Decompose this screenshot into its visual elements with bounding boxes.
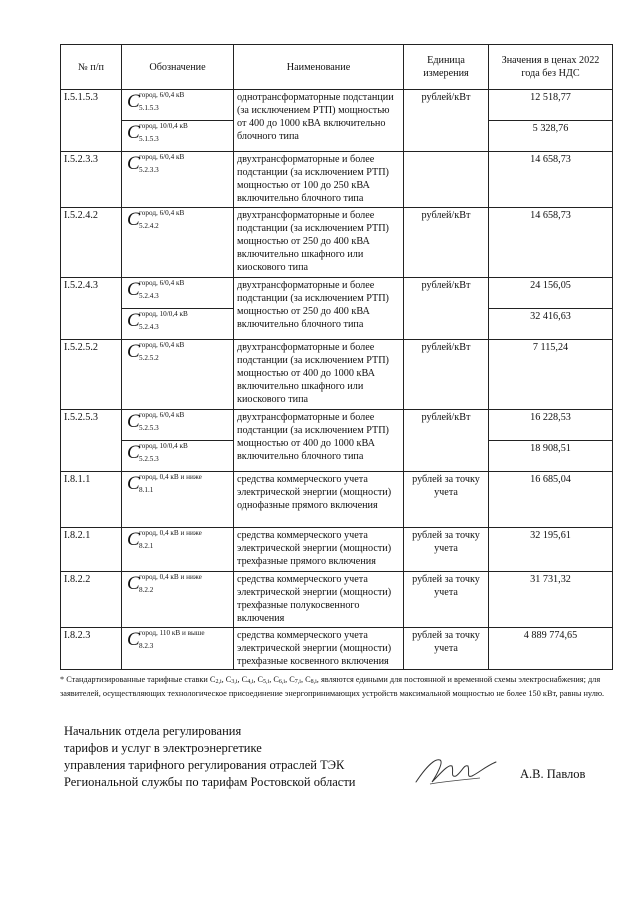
footnote-subscripts <box>215 675 318 684</box>
rate-designation <box>122 90 234 121</box>
rate-symbol <box>125 310 231 334</box>
table-row <box>61 208 613 278</box>
rate-designation <box>122 410 234 441</box>
row-number: I.8.1.1 <box>61 472 122 528</box>
rate-designation <box>122 340 234 410</box>
price-value: 32 195,61 <box>489 528 613 572</box>
rate-symbol <box>125 573 231 597</box>
rate-designation <box>122 628 234 670</box>
row-number: I.5.2.4.2 <box>61 208 122 278</box>
rate-symbol-subscript: 8.2.3 <box>139 642 154 650</box>
header-designation: Обозначение <box>122 45 234 90</box>
footnote-separator: , C <box>221 675 232 684</box>
footnote-subscript: 6,i <box>278 679 286 685</box>
item-name: двухтрансформаторные и более подстанции (за исключением РТП) мощностью от 400 до 1000 кВА включительно блочного типа <box>234 410 404 472</box>
footnote-subscript: 4,i <box>247 679 254 685</box>
rate-symbol-letter: C <box>127 411 140 432</box>
rate-symbol-letter: C <box>127 91 140 112</box>
rate-symbol-letter: C <box>127 209 140 230</box>
price-value: 14 658,73 <box>489 152 613 208</box>
rate-designation <box>122 278 234 309</box>
unit-of-measure: рублей за точку учета <box>404 572 489 628</box>
rate-symbol-superscript: город, 0,4 кВ и ниже <box>139 573 202 581</box>
footnote-tail: являются едиными для постоянной и временной схемы электроснабжения; для заявителей, осуществляющих технологическое присоединение энергопринимающих устройств максимальной мощностью не более 150 кВт, равны нулю. <box>60 675 605 698</box>
rate-symbol-letter: C <box>127 310 140 331</box>
rate-symbol-letter: C <box>127 629 140 650</box>
footnote-lead: * Стандартизированные тарифные ставки C <box>60 675 216 684</box>
price-value: 7 115,24 <box>489 340 613 410</box>
price-value: 4 889 774,65 <box>489 628 613 670</box>
table-row <box>61 572 613 628</box>
rate-symbol-superscript: город, 6/0,4 кВ <box>139 341 185 349</box>
signatory-title-line: тарифов и услуг в электроэнергетике <box>64 741 262 755</box>
footnote-subscript: 5,i <box>263 679 270 685</box>
rate-symbol <box>125 341 231 365</box>
price-value: 31 731,32 <box>489 572 613 628</box>
footnote-subscript: 7,i <box>294 679 301 685</box>
rate-symbol <box>125 153 231 177</box>
price-value: 32 416,63 <box>489 309 613 340</box>
rate-symbol-subscript: 5.2.5.3 <box>139 455 159 463</box>
footnote-separator: , C <box>300 675 311 684</box>
table-row <box>61 410 613 441</box>
rate-symbol-letter: C <box>127 122 140 143</box>
footnote-subscript: 8,i <box>310 679 317 685</box>
item-name: двухтрансформаторные и более подстанции (за исключением РТП) мощностью от 250 до 400 кВА включительно блочного типа <box>234 278 404 340</box>
rate-symbol-letter: C <box>127 442 140 463</box>
price-value: 14 658,73 <box>489 208 613 278</box>
document-page <box>60 44 612 700</box>
rate-designation <box>122 309 234 340</box>
rate-symbol-superscript: город, 6/0,4 кВ <box>139 279 185 287</box>
rate-symbol-letter: C <box>127 341 140 362</box>
table-row <box>61 340 613 410</box>
item-name: двухтрансформаторные и более подстанции (за исключением РТП) мощностью от 250 до 400 кВА включительно шкафного или киоскового типа <box>234 208 404 278</box>
price-value: 12 518,77 <box>489 90 613 121</box>
footnote-separator: , C <box>253 675 264 684</box>
header-num: № п/п <box>61 45 122 90</box>
item-name: средства коммерческого учета электрической энергии (мощности) трехфазные косвенного включения <box>234 628 404 670</box>
rate-symbol-subscript: 5.2.5.2 <box>139 354 159 362</box>
header-value: Значения в ценах 2022 года без НДС <box>489 45 613 90</box>
unit-of-measure: рублей/кВт <box>404 208 489 278</box>
rate-symbol-superscript: город, 10/0,4 кВ <box>139 122 188 130</box>
rate-designation <box>122 528 234 572</box>
rate-symbol <box>125 279 231 303</box>
footnote-separator: , <box>316 675 319 684</box>
footnote <box>60 674 612 700</box>
rate-symbol <box>125 91 231 115</box>
table-row <box>61 472 613 528</box>
rate-symbol-subscript: 5.2.4.3 <box>139 323 159 331</box>
item-name: средства коммерческого учета электрической энергии (мощности) трехфазные прямого включения <box>234 528 404 572</box>
rate-symbol-subscript: 8.1.1 <box>139 486 154 494</box>
unit-of-measure <box>404 152 489 208</box>
row-number: I.5.1.5.3 <box>61 90 122 152</box>
footnote-subscript: 2,i <box>215 679 222 685</box>
rate-symbol-letter: C <box>127 473 140 494</box>
rate-symbol-subscript: 8.2.2 <box>139 586 154 594</box>
rate-designation <box>122 472 234 528</box>
signatory-title-line: Начальник отдела регулирования <box>64 724 242 738</box>
table-row <box>61 90 613 121</box>
rate-symbol-superscript: город, 110 кВ и выше <box>139 629 205 637</box>
rate-symbol-superscript: город, 10/0,4 кВ <box>139 442 188 450</box>
rate-designation <box>122 441 234 472</box>
rate-symbol-letter: C <box>127 279 140 300</box>
table-row <box>61 152 613 208</box>
unit-of-measure: рублей за точку учета <box>404 628 489 670</box>
table-row <box>61 628 613 670</box>
rate-symbol <box>125 122 231 146</box>
signatory-title-line: управления тарифного регулирования отраслей ТЭК <box>64 758 345 772</box>
table-row <box>61 278 613 309</box>
rate-designation <box>122 121 234 152</box>
rate-symbol <box>125 473 231 497</box>
row-number: I.8.2.1 <box>61 528 122 572</box>
rate-symbol-subscript: 5.2.4.3 <box>139 292 159 300</box>
item-name: двухтрансформаторные и более подстанции (за исключением РТП) мощностью от 100 до 250 кВА включительно блочного типа <box>234 152 404 208</box>
row-number: I.8.2.3 <box>61 628 122 670</box>
item-name: средства коммерческого учета электрической энергии (мощности) трехфазные полукосвенного включения <box>234 572 404 628</box>
rate-symbol-subscript: 8.2.1 <box>139 542 154 550</box>
table-row <box>61 528 613 572</box>
row-number: I.5.2.5.2 <box>61 340 122 410</box>
rate-symbol-subscript: 5.2.3.3 <box>139 166 159 174</box>
tariff-table <box>60 44 613 670</box>
rate-symbol <box>125 411 231 435</box>
rate-symbol-subscript: 5.2.5.3 <box>139 424 159 432</box>
rate-symbol-superscript: город, 6/0,4 кВ <box>139 209 185 217</box>
price-value: 18 908,51 <box>489 441 613 472</box>
rate-symbol-superscript: город, 0,4 кВ и ниже <box>139 529 202 537</box>
rate-designation <box>122 572 234 628</box>
price-value: 16 685,04 <box>489 472 613 528</box>
price-value: 24 156,05 <box>489 278 613 309</box>
unit-of-measure: рублей/кВт <box>404 340 489 410</box>
rate-symbol-superscript: город, 6/0,4 кВ <box>139 91 185 99</box>
rate-designation <box>122 152 234 208</box>
unit-of-measure: рублей за точку учета <box>404 528 489 572</box>
rate-symbol-letter: C <box>127 529 140 550</box>
item-name: двухтрансформаторные и более подстанции (за исключением РТП) мощностью от 400 до 1000 кВА включительно шкафного или киоскового типа <box>234 340 404 410</box>
handwritten-signature <box>410 752 500 788</box>
rate-designation <box>122 208 234 278</box>
row-number: I.5.2.3.3 <box>61 152 122 208</box>
footnote-separator: , C <box>269 675 279 684</box>
row-number: I.5.2.4.3 <box>61 278 122 340</box>
footnote-separator: , C <box>285 675 295 684</box>
rate-symbol <box>125 529 231 553</box>
header-unit: Единица измерения <box>404 45 489 90</box>
signatory-title-line: Региональной службы по тарифам Ростовской области <box>64 775 356 789</box>
header-name: Наименование <box>234 45 404 90</box>
price-value: 16 228,53 <box>489 410 613 441</box>
unit-of-measure: рублей/кВт <box>404 410 489 472</box>
rate-symbol-superscript: город, 0,4 кВ и ниже <box>139 473 202 481</box>
unit-of-measure: рублей/кВт <box>404 90 489 152</box>
rate-symbol-letter: C <box>127 573 140 594</box>
rate-symbol <box>125 629 231 653</box>
rate-symbol-letter: C <box>127 153 140 174</box>
rate-symbol-superscript: город, 10/0,4 кВ <box>139 310 188 318</box>
rate-symbol-superscript: город, 6/0,4 кВ <box>139 153 185 161</box>
item-name: средства коммерческого учета электрической энергии (мощности) однофазные прямого включения <box>234 472 404 528</box>
unit-of-measure: рублей за точку учета <box>404 472 489 528</box>
price-value: 5 328,76 <box>489 121 613 152</box>
footnote-subscript: 3,i <box>231 679 238 685</box>
unit-of-measure: рублей/кВт <box>404 278 489 340</box>
table-header-row <box>61 45 613 90</box>
footnote-separator: , C <box>237 675 248 684</box>
row-number: I.8.2.2 <box>61 572 122 628</box>
rate-symbol-subscript: 5.1.5.3 <box>139 104 159 112</box>
item-name: однотрансформаторные подстанции (за исключением РТП) мощностью от 400 до 1000 кВА включительно блочного типа <box>234 90 404 152</box>
signatory-name: А.В. Павлов <box>520 767 586 781</box>
rate-symbol-subscript: 5.1.5.3 <box>139 135 159 143</box>
table-body <box>61 90 613 670</box>
rate-symbol <box>125 209 231 233</box>
rate-symbol <box>125 442 231 466</box>
row-number: I.5.2.5.3 <box>61 410 122 472</box>
rate-symbol-superscript: город, 6/0,4 кВ <box>139 411 185 419</box>
rate-symbol-subscript: 5.2.4.2 <box>139 222 159 230</box>
